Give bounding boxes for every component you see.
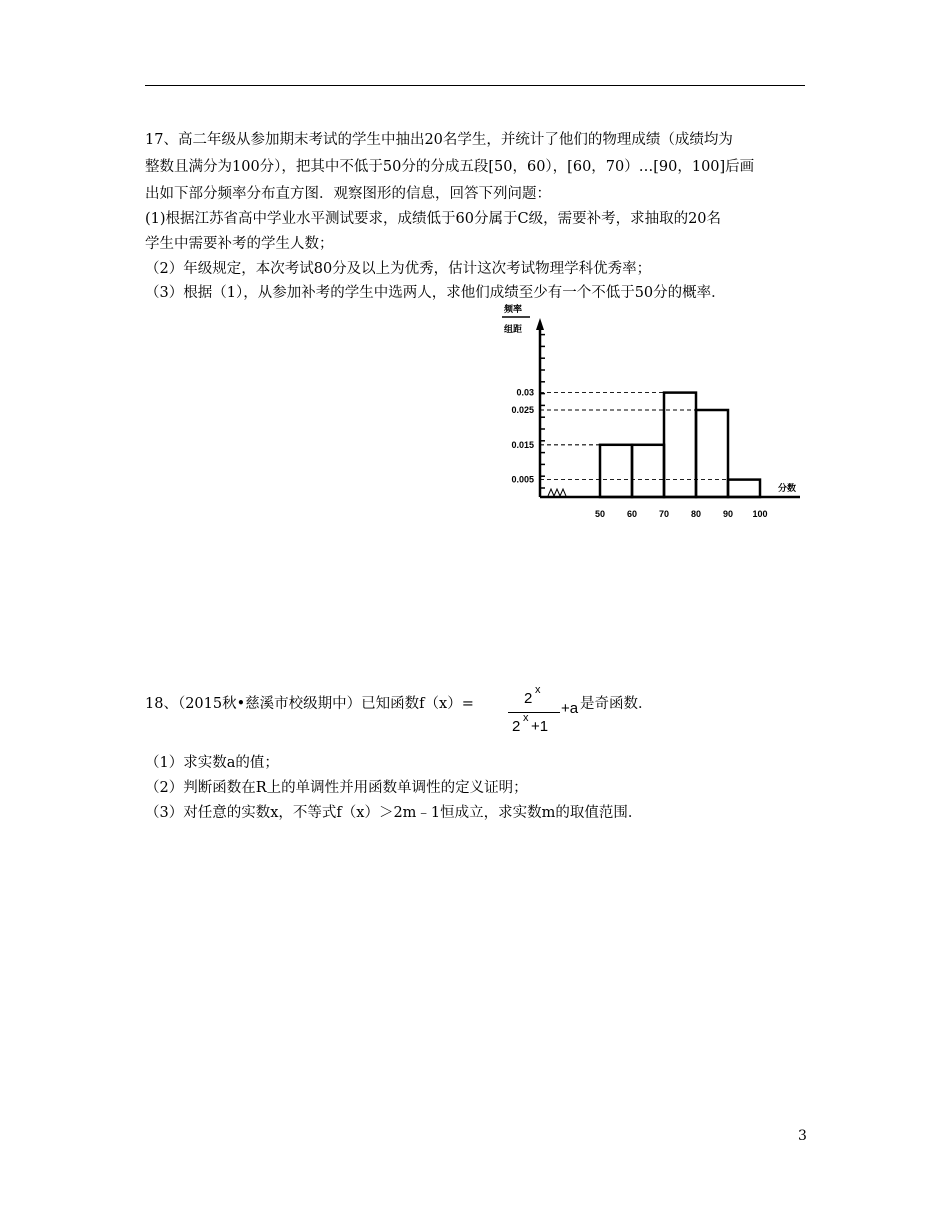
histogram-bar <box>600 445 632 497</box>
q18-plus-a: +a <box>561 700 579 717</box>
q18-suffix: 是奇函数． <box>580 696 653 712</box>
page-number: 3 <box>798 1128 807 1144</box>
x-tick-label: 70 <box>658 509 670 519</box>
histogram-bar <box>632 445 664 497</box>
q18-prefix: 18、（2015秋•慈溪市校级期中）已知函数f（x）= <box>145 696 474 712</box>
histogram-bar <box>728 480 760 497</box>
q17-part-2: （2）年级规定，本次考试80分及以上为优秀，估计这次考试物理学科优秀率； <box>145 261 652 277</box>
histogram-bar <box>664 393 696 497</box>
q18-denominator-exponent: x <box>523 712 529 724</box>
y-axis-arrow <box>536 318 544 330</box>
y-tick-label: 0.005 <box>511 474 534 485</box>
q18-part-3: （3）对任意的实数x，不等式f（x）＞2m﹣1恒成立，求实数m的取值范围． <box>145 805 643 821</box>
x-axis-label: 分数 <box>778 483 797 493</box>
q18-denominator-tail: +1 <box>531 718 549 735</box>
frequency-histogram <box>490 300 820 530</box>
q18-part-2: （2）判断函数在R上的单调性并用函数单调性的定义证明； <box>145 780 528 796</box>
q17-line-1: 17、高二年级从参加期末考试的学生中抽出20名学生，并统计了他们的物理成绩（成绩均为 <box>145 132 733 148</box>
q18-numerator-exponent: x <box>535 684 541 696</box>
y-tick-label: 0.015 <box>511 439 534 450</box>
x-tick-label: 90 <box>722 509 734 519</box>
histogram-bar <box>696 410 728 497</box>
q18-fraction-bar <box>508 712 560 713</box>
q17-part-1-line-1: (1)根据江苏省高中学业水平测试要求，成绩低于60分属于C级，需要补考，求抽取的20名 <box>145 211 722 227</box>
q17-line-3: 出如下部分频率分布直方图．观察图形的信息，回答下列问题： <box>145 186 551 202</box>
x-tick-label: 60 <box>626 509 638 519</box>
axis-break-mark <box>554 489 560 496</box>
q17-part-1-line-2: 学生中需要补考的学生人数； <box>145 236 334 252</box>
axis-break-mark <box>548 489 554 496</box>
q17-line-2: 整数且满分为100分），把其中不低于50分的分成五段[50，60），[60，70）…[90，100]后画 <box>145 159 755 175</box>
y-tick-label: 0.025 <box>511 405 534 415</box>
q18-denominator: 2 <box>512 718 521 735</box>
q18-numerator: 2 <box>524 690 533 707</box>
axis-break-mark <box>560 489 566 496</box>
x-tick-label: 50 <box>594 509 606 519</box>
y-axis-label-bottom: 组距 <box>504 324 523 334</box>
x-tick-label: 80 <box>690 509 702 519</box>
y-tick-label: 0.03 <box>516 387 534 398</box>
q18-part-1: （1）求实数a的值； <box>145 755 279 771</box>
header-rule <box>145 85 805 86</box>
y-axis-label-top: 频率 <box>504 304 523 314</box>
x-tick-label: 100 <box>752 509 768 519</box>
q17-part-3: （3）根据（1），从参加补考的学生中选两人，求他们成绩至少有一个不低于50分的概率． <box>145 285 726 301</box>
